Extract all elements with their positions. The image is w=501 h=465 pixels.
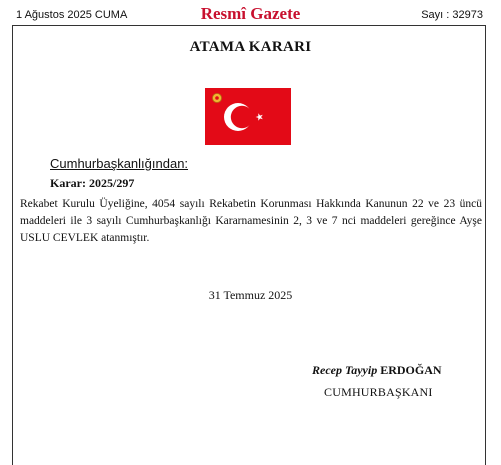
decision-body: Rekabet Kurulu Üyeliğine, 4054 sayılı Rekabetin Korunması Hakkında Kanunun 22 ve 23 üncü maddeleri ile 3 sayılı Cumhurbaşkanlığı Kararnamesinin 2, 3 ve 7 nci maddeleri gereğince Ayşe USLU CEVLEK atanmıştır. [20, 198, 482, 244]
issue-number: Sayı : 32973 [421, 9, 483, 21]
signer-first-name: Recep Tayyip [312, 363, 378, 377]
issuing-authority: Cumhurbaşkanlığından: [50, 156, 189, 171]
decision-date: 31 Temmuz 2025 [208, 288, 293, 302]
signer-last-name: ERDOĞAN [380, 363, 442, 377]
signer-name [312, 363, 442, 378]
signer-title: CUMHURBAŞKANI [324, 385, 433, 399]
turkish-flag-icon [205, 88, 291, 145]
gazette-name: Resmî Gazete [200, 4, 301, 23]
decision-number: Karar: 2025/297 [50, 176, 135, 190]
document-title: ATAMA KARARI [189, 39, 312, 55]
presidential-seal-icon [213, 94, 222, 103]
header-date: 1 Ağustos 2025 CUMA [16, 9, 128, 21]
